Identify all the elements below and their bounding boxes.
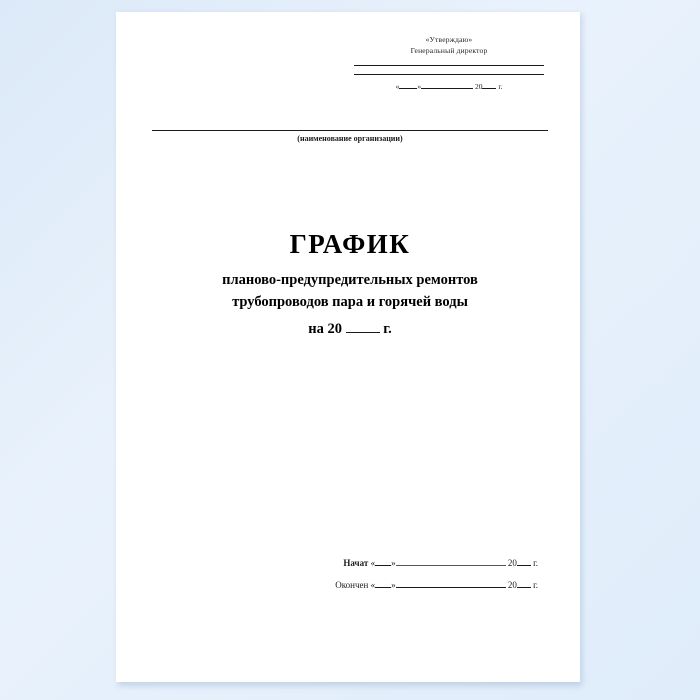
started-year-prefix: 20	[507, 558, 517, 568]
document-year-suffix: г.	[383, 320, 392, 337]
approval-date-row	[354, 81, 544, 92]
started-quote-close: »	[391, 558, 396, 568]
approval-day-blank	[399, 88, 417, 89]
organization-line	[152, 130, 548, 143]
approval-position: Генеральный директор	[410, 46, 488, 56]
approval-month-blank	[421, 88, 473, 89]
document-subtitle-line-1: планово-предупредительных ремонтов	[222, 271, 478, 288]
approval-year-blank	[482, 88, 496, 89]
approval-signature-rule	[354, 65, 544, 66]
organization-rule	[152, 130, 548, 131]
finished-month-blank	[396, 587, 506, 588]
document-title: ГРАФИК	[289, 229, 411, 259]
document-year-line	[152, 321, 548, 338]
finished-quote-open: «	[370, 580, 376, 590]
approval-quote-open: «	[395, 81, 400, 91]
started-year-suffix: г.	[533, 558, 538, 568]
approval-name-rule	[354, 74, 544, 75]
approval-label: «Утверждаю»	[425, 35, 473, 44]
document-year-prefix: на 20	[308, 320, 342, 337]
document-subtitle-line-2: трубопроводов пара и горячей воды	[232, 294, 468, 311]
finished-label: Окончен	[335, 580, 369, 590]
organization-caption: (наименование организации)	[297, 134, 403, 143]
finished-day-blank	[375, 587, 391, 588]
approval-quote-close: »	[417, 81, 422, 91]
document-year-blank	[346, 332, 380, 333]
approval-block	[354, 34, 544, 92]
footer-block	[152, 558, 548, 602]
title-block	[152, 230, 548, 338]
started-label: Начат	[343, 558, 369, 568]
finished-year-suffix: г.	[533, 580, 538, 590]
finished-quote-close: »	[391, 580, 396, 590]
finished-year-prefix: 20	[507, 580, 517, 590]
finished-year-blank	[517, 587, 531, 588]
started-day-blank	[375, 565, 391, 566]
approval-year-suffix: г.	[498, 81, 503, 91]
started-year-blank	[517, 565, 531, 566]
approval-year-prefix: 20	[474, 81, 483, 91]
page-content	[152, 12, 548, 682]
started-quote-open: «	[370, 558, 376, 568]
finished-row	[152, 580, 548, 590]
started-month-blank	[396, 565, 506, 566]
document-page	[116, 12, 580, 682]
started-row	[152, 558, 548, 568]
